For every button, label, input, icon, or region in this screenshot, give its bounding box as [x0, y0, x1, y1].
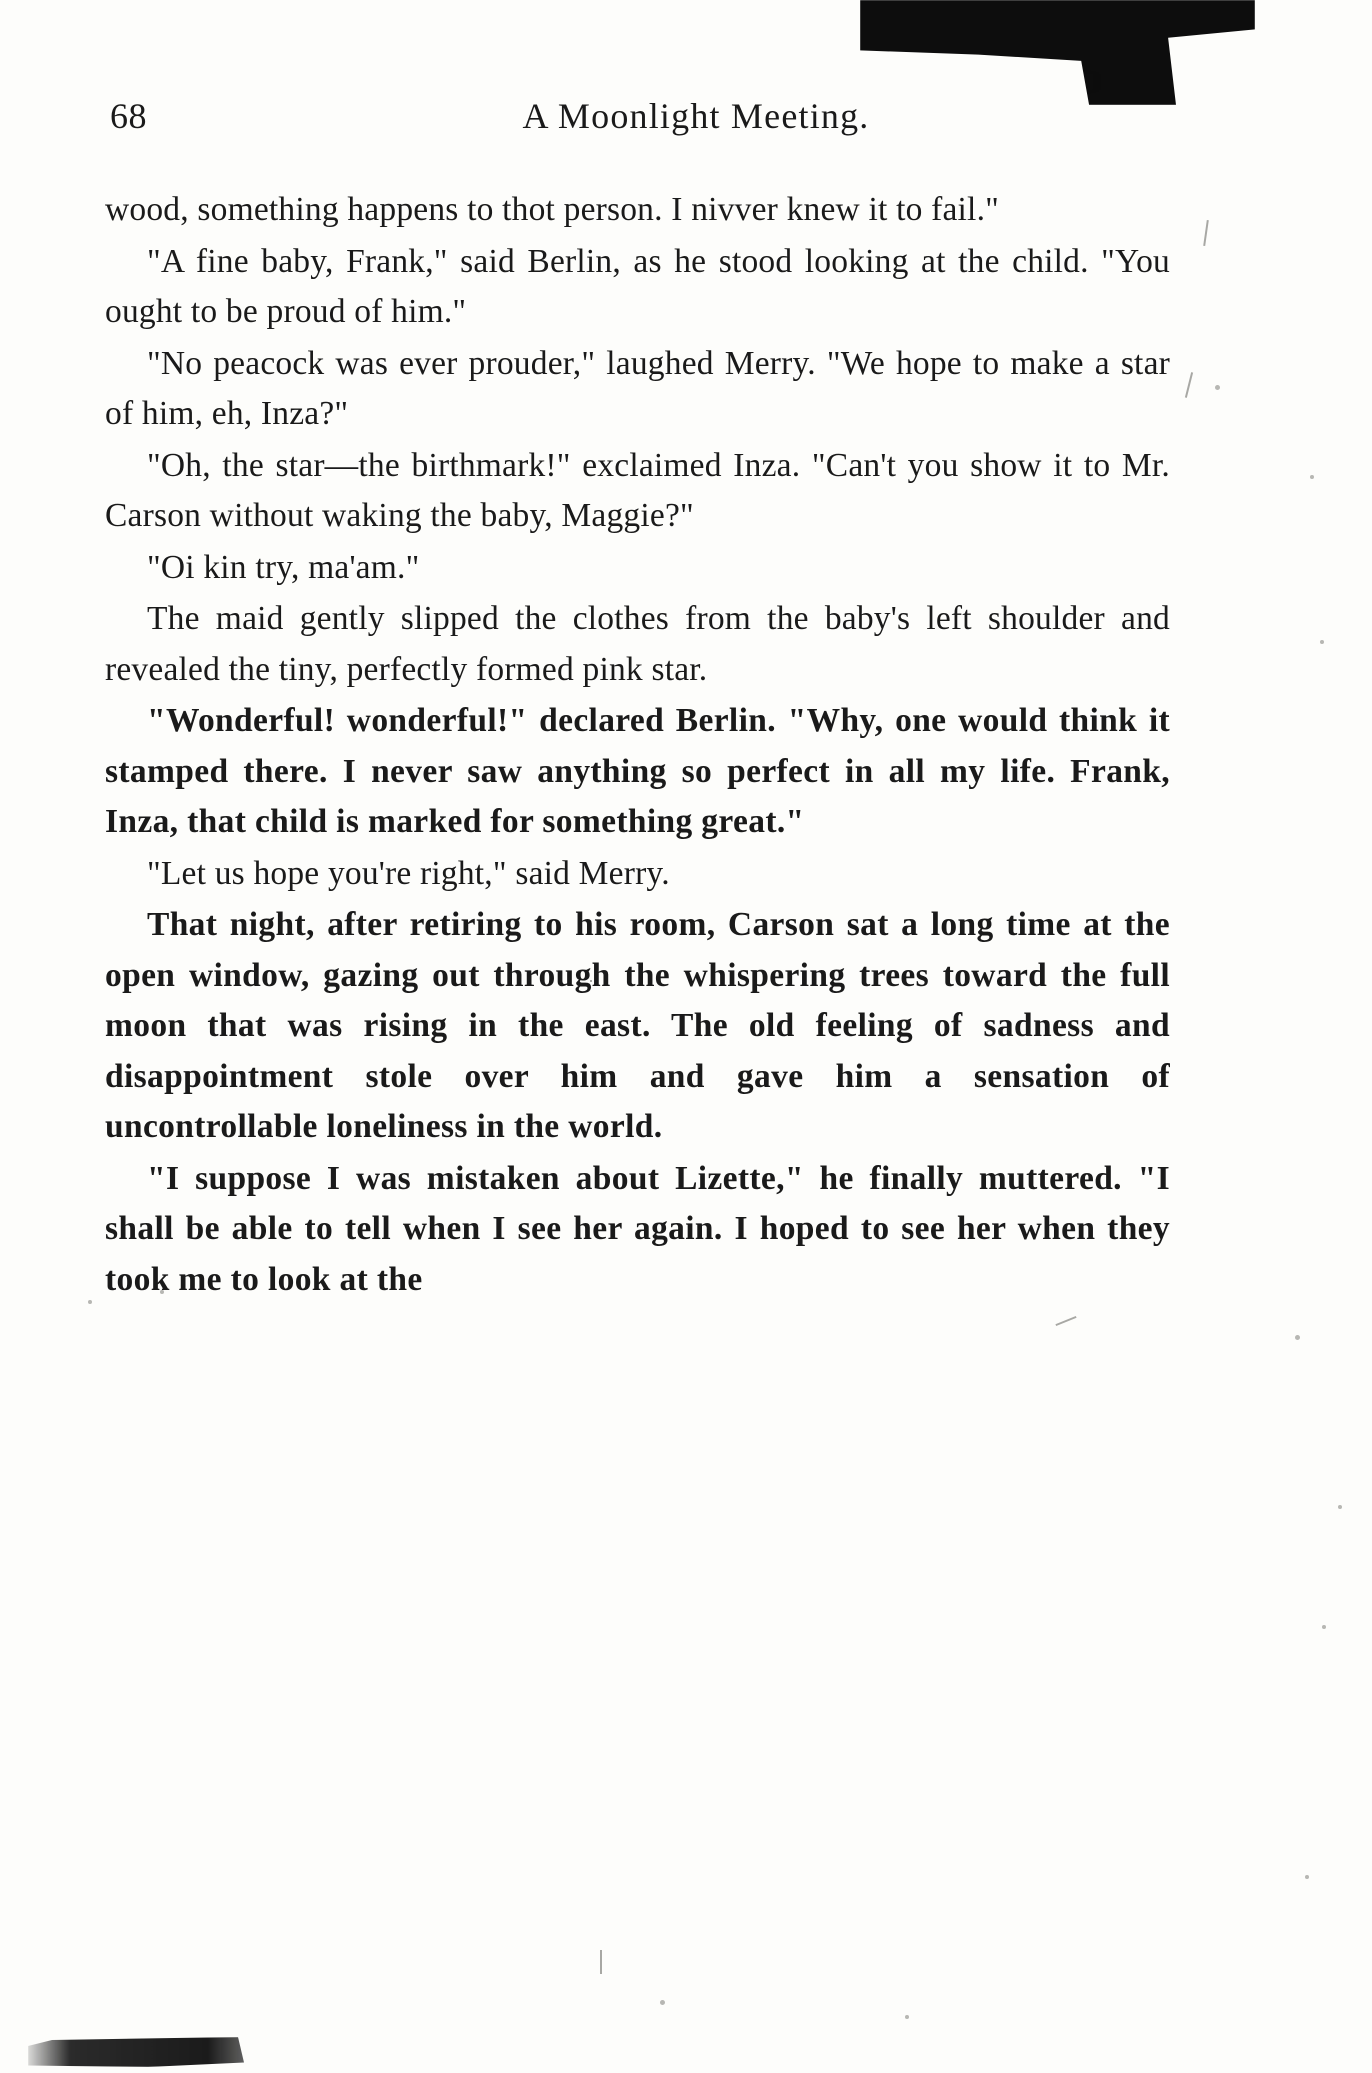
- scan-speck: [660, 2000, 665, 2005]
- paragraph: "Oh, the star—the birthmark!" exclaimed Inza. "Can't you show it to Mr. Carson without waking the baby, Maggie?": [105, 446, 1170, 534]
- scan-ink-blot-bottom-icon: [28, 2037, 328, 2067]
- scan-tick: [1185, 372, 1193, 398]
- scan-tick: [1055, 1316, 1076, 1326]
- scan-speck: [1215, 385, 1220, 390]
- paragraph: "Oi kin try, ma'am.": [147, 548, 420, 586]
- paragraph: The maid gently slipped the clothes from the baby's left shoulder and revealed the tiny, perfectly formed pink star.: [105, 600, 1170, 688]
- scan-speck: [905, 2015, 909, 2019]
- paragraph: "A fine baby, Frank," said Berlin, as he stood looking at the child. "You ought to be proud of him.": [105, 242, 1170, 330]
- scan-speck: [1305, 1875, 1309, 1879]
- scan-speck: [1320, 640, 1324, 644]
- scan-speck: [1295, 1335, 1300, 1340]
- running-title: A Moonlight Meeting.: [522, 96, 870, 136]
- paragraph: "I suppose I was mistaken about Lizette," he finally muttered. "I shall be able to tell when I see her again. I hoped to see her when they took me to look at the: [105, 1159, 1170, 1298]
- scan-tick: [600, 1950, 602, 1974]
- paragraph: "Let us hope you're right," said Merry.: [147, 854, 670, 892]
- scan-speck: [88, 1300, 92, 1304]
- paragraph: That night, after retiring to his room, Carson sat a long time at the open window, gazing out through the whispering trees toward the full moon that was rising in the east. The old feeling of sadness and disappointment stole over him and gave him a sensation of uncontrollable loneliness in the world.: [105, 906, 1170, 1145]
- page-header: [0, 95, 1372, 151]
- scan-speck: [1338, 1505, 1342, 1509]
- scan-speck: [1322, 1625, 1326, 1629]
- scan-speck: [1310, 475, 1314, 479]
- page-number: 68: [110, 96, 147, 136]
- page-body: [105, 185, 1170, 1306]
- paragraph: "Wonderful! wonderful!" declared Berlin. "Why, one would think it stamped there. I never saw anything so perfect in all my life. Frank, Inza, that child is marked for something great.": [105, 702, 1170, 840]
- scan-tick: [1203, 220, 1209, 246]
- scan-ink-blot-top-icon: [860, 0, 1255, 105]
- paragraph: wood, something happens to thot person. I nivver knew it to fail.": [105, 191, 1000, 228]
- paragraph: "No peacock was ever prouder," laughed Merry. "We hope to make a star of him, eh, Inza?": [105, 344, 1170, 432]
